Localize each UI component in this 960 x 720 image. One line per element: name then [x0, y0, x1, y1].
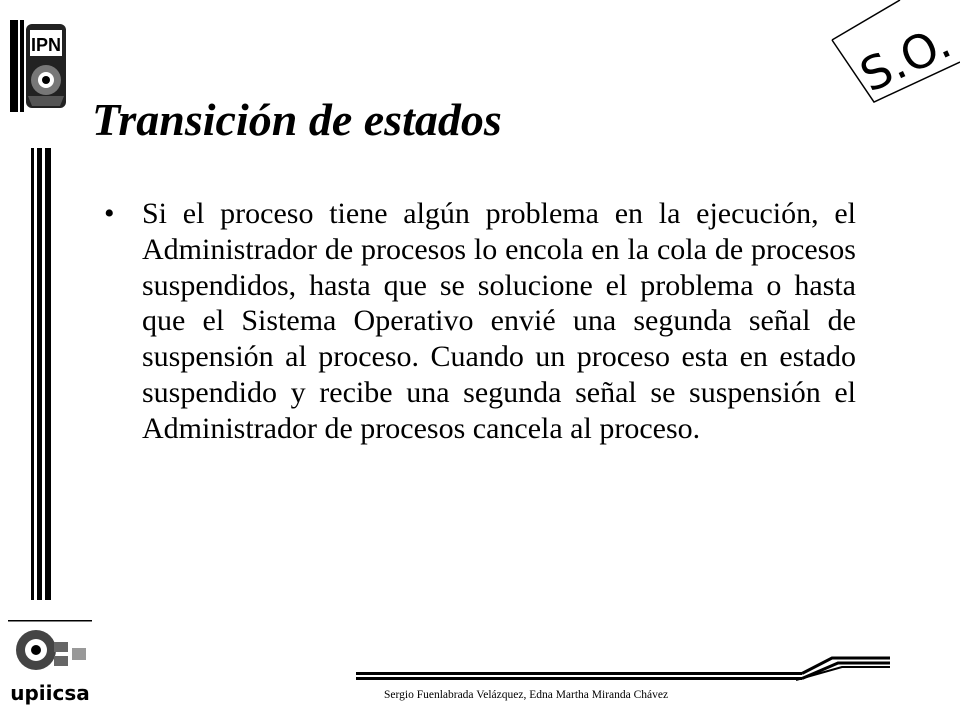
- upiicsa-logo: [6, 620, 96, 710]
- bullet-item: [104, 196, 856, 447]
- so-badge: [828, 0, 960, 104]
- upiicsa-logo-text: upiicsa: [10, 681, 90, 705]
- bottom-decorative-rule: [356, 654, 890, 682]
- slide-title: Transición de estados: [92, 94, 502, 145]
- ipn-logo-text: IPN: [30, 35, 62, 55]
- bullet-marker: •: [104, 197, 115, 230]
- bullet-text: Si el proceso tiene algún problema en la ejecución, el Administrador de procesos lo encola en la cola de procesos suspendidos, hasta que se solucione el problema o hasta que el Sistema Operativo envié una segunda señal de suspensión al proceso. Cuando un proceso esta en estado suspendido y recibe una segunda señal se suspensión el Administrador de procesos cancela al proceso.: [142, 197, 856, 445]
- slide-body: [104, 196, 856, 447]
- left-vertical-rule: [31, 148, 51, 600]
- footer-authors: Sergio Fuenlabrada Velázquez, Edna Martha Miranda Chávez: [384, 689, 669, 701]
- ipn-logo: [6, 18, 72, 114]
- so-badge-text: S.O.: [851, 14, 959, 103]
